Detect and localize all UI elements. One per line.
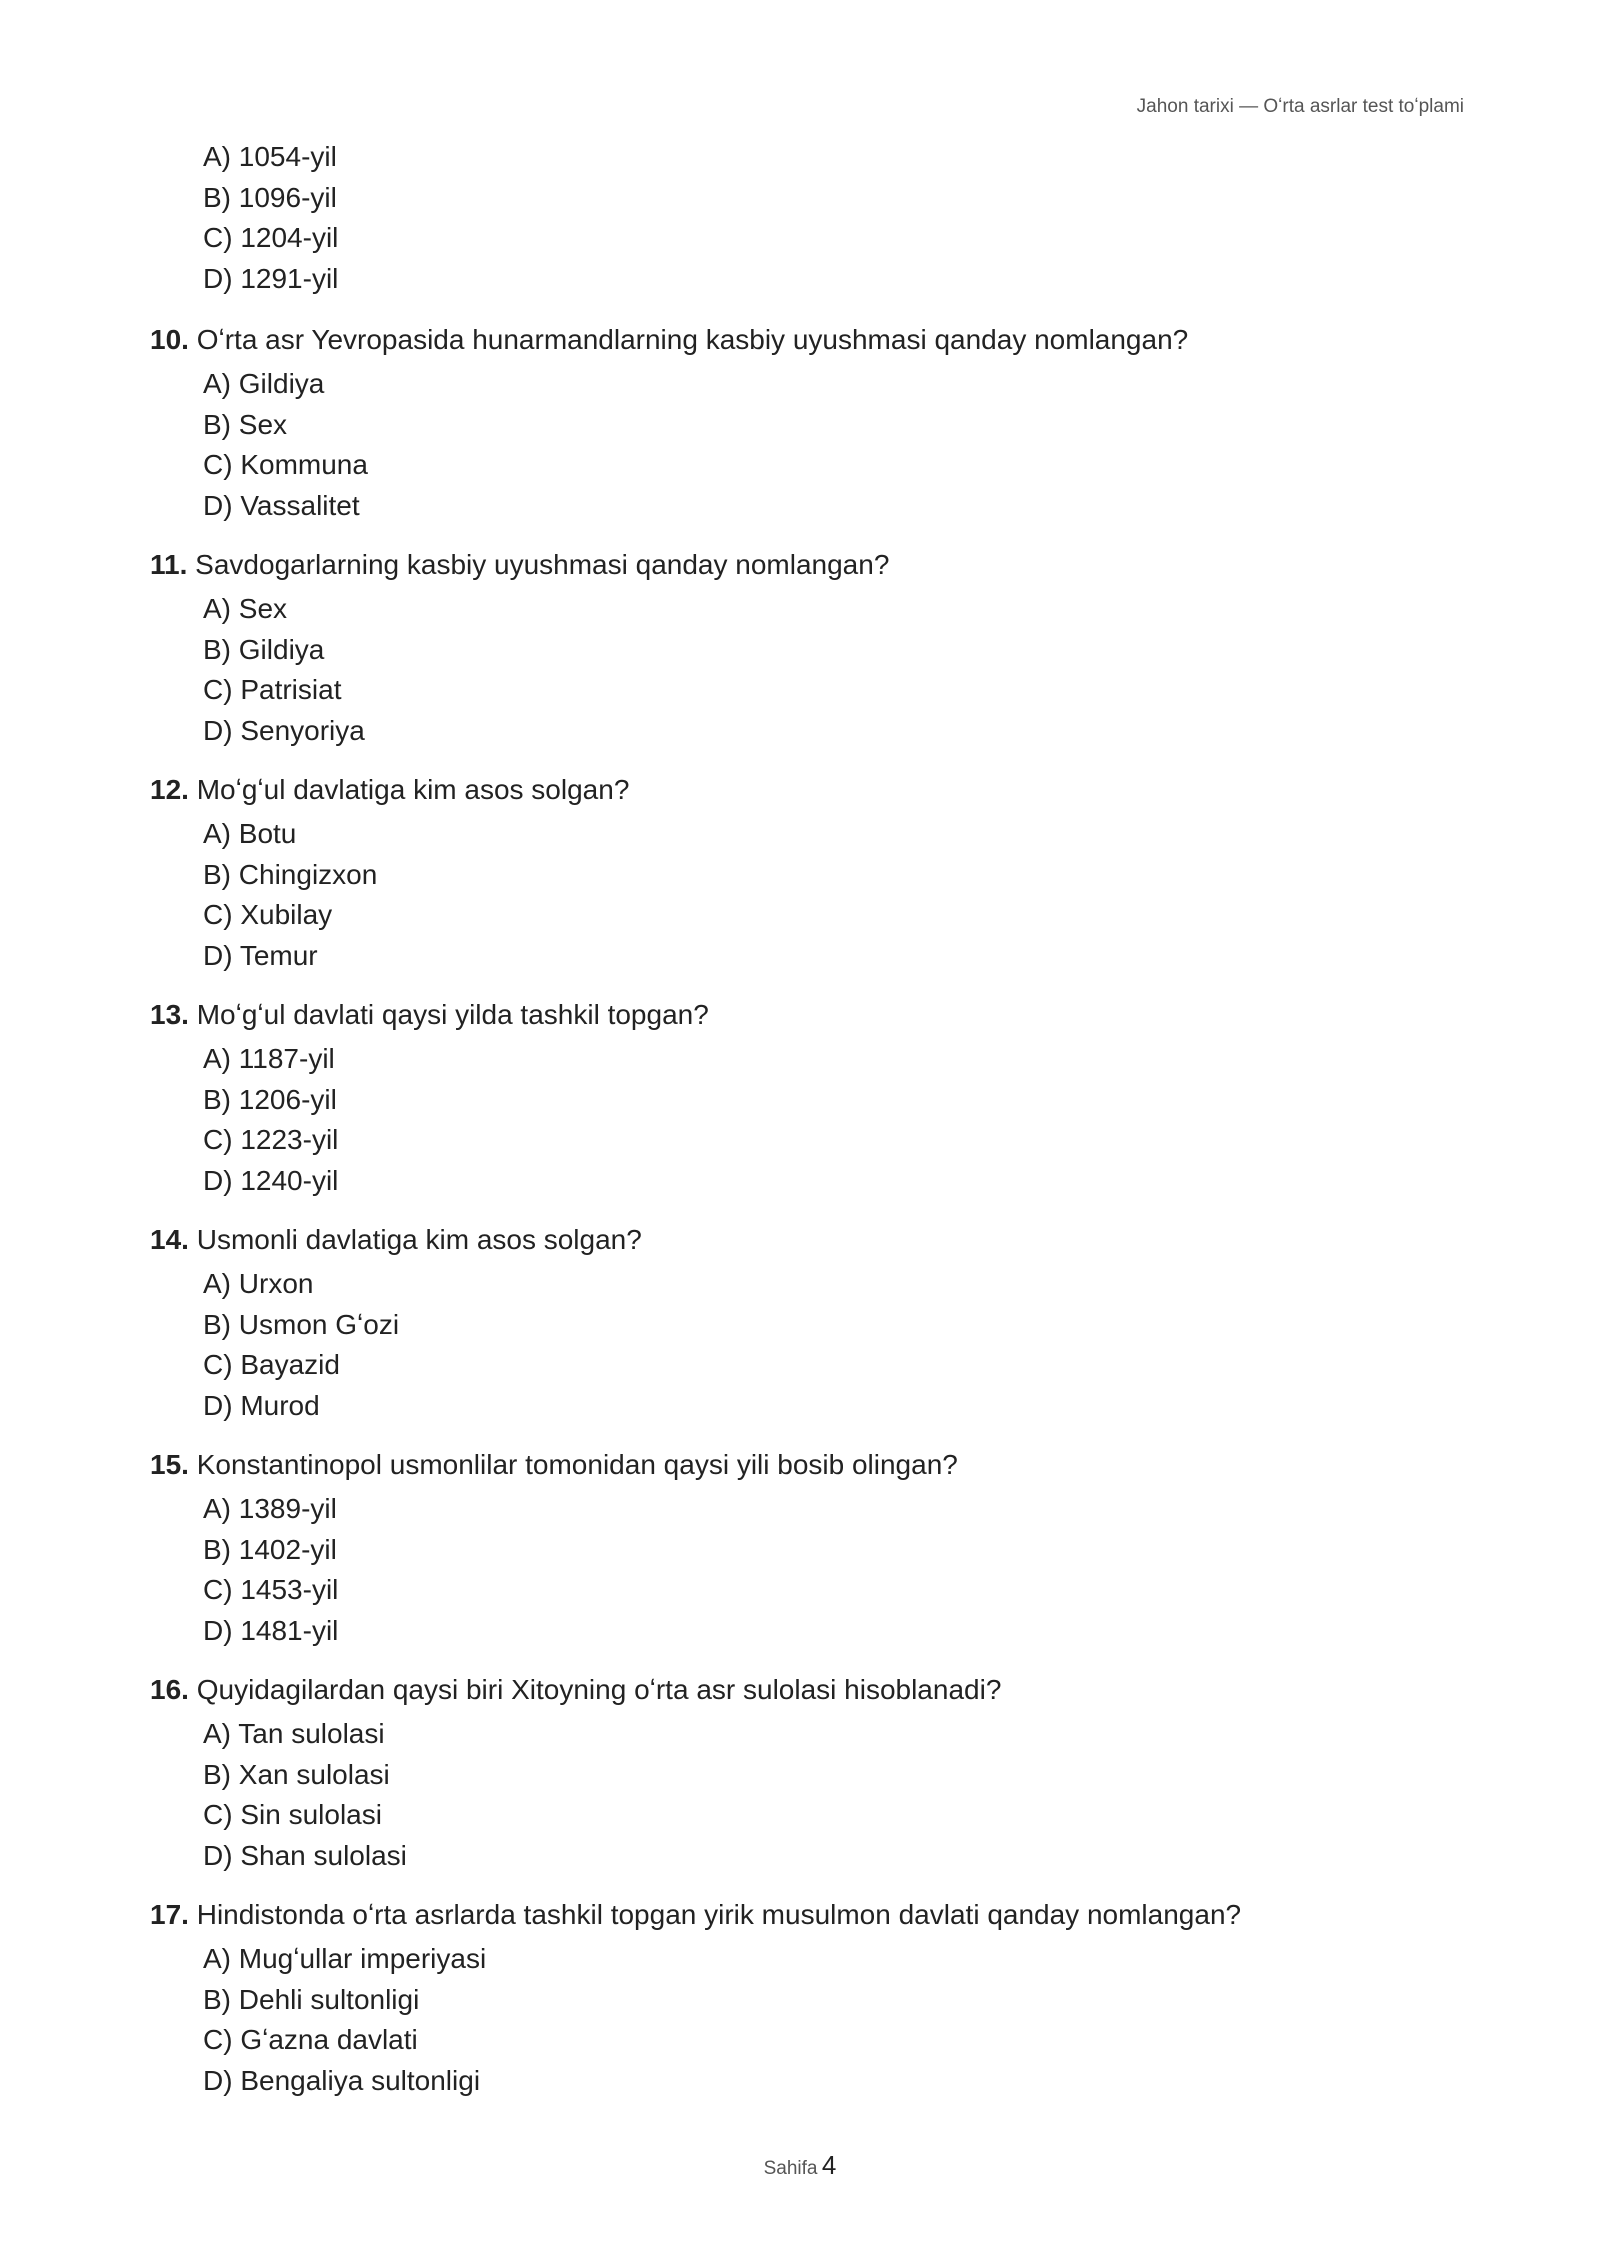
question-prompt: Moʻgʻul davlatiga kim asos solgan? — [196, 774, 630, 805]
question-number: 17. — [150, 1899, 189, 1930]
answer-option-c: C) Patrisiat — [203, 674, 342, 705]
answer-option-b: B) 1206-yil — [203, 1083, 337, 1115]
answer-option-b: B) 1096-yil — [203, 181, 337, 213]
answer-option-b: B) 1402-yil — [203, 1533, 337, 1565]
question-prompt: Savdogarlarning kasbiy uyushmasi qanday nomlangan? — [195, 549, 890, 580]
answer-option-b: B) Usmon Gʻozi — [203, 1308, 400, 1340]
question-number: 15. — [150, 1449, 189, 1480]
question-text — [150, 1447, 1450, 1483]
answer-option-b: B) Gildiya — [203, 633, 325, 665]
question-17 — [150, 1897, 1450, 2101]
answer-option-c: C) Sin sulolasi — [203, 1799, 382, 1830]
answer-option-d: D) Temur — [203, 939, 318, 971]
question-prompt: Oʻrta asr Yevropasida hunarmandlarning kasbiy uyushmasi qanday nomlangan? — [196, 324, 1189, 355]
answer-option-c: C) Bayazid — [203, 1349, 340, 1380]
question-number: 12. — [150, 774, 189, 805]
answer-option-d: D) Shan sulolasi — [203, 1839, 407, 1871]
answer-option-a: A) Botu — [203, 818, 297, 849]
answer-option-c: C) Xubilay — [203, 899, 333, 930]
question-prompt: Konstantinopol usmonlilar tomonidan qaysi yili bosib olingan? — [196, 1449, 958, 1480]
question-text — [150, 1672, 1450, 1708]
question-number: 14. — [150, 1224, 189, 1255]
running-header-title: Jahon tarixi — Oʻrta asrlar test toʻplami — [1136, 96, 1464, 117]
answer-option-d: D) 1291-yil — [203, 262, 339, 294]
answer-option-a: A) Mugʻullar imperiyasi — [203, 1943, 487, 1974]
question-16 — [150, 1672, 1450, 1876]
answer-option-c: C) 1453-yil — [203, 1574, 339, 1605]
answer-options — [150, 1039, 1450, 1201]
question-prompt: Quyidagilardan qaysi biri Xitoyning oʻrta asr sulolasi hisoblanadi? — [196, 1674, 1002, 1705]
answer-options — [150, 814, 1450, 976]
question-15 — [150, 1447, 1450, 1651]
answer-options — [150, 1939, 1450, 2101]
answer-option-b: B) Sex — [203, 408, 288, 440]
question-14 — [150, 1222, 1450, 1426]
answer-option-c: C) 1204-yil — [203, 222, 339, 253]
answer-options — [150, 1264, 1450, 1426]
answer-option-a: A) 1187-yil — [203, 1043, 335, 1074]
question-text — [150, 997, 1450, 1033]
answer-options — [150, 1489, 1450, 1651]
question-text — [150, 772, 1450, 808]
answer-option-a: A) Sex — [203, 593, 288, 624]
question-number: 16. — [150, 1674, 189, 1705]
answer-option-b: B) Xan sulolasi — [203, 1758, 390, 1790]
answer-option-c: C) Gʻazna davlati — [203, 2024, 418, 2055]
answer-option-a: A) Tan sulolasi — [203, 1718, 385, 1749]
answer-option-d: D) Senyoriya — [203, 714, 365, 746]
continued-question-options — [150, 137, 1450, 299]
question-12 — [150, 772, 1450, 976]
question-text — [150, 1222, 1450, 1258]
question-prompt: Usmonli davlatiga kim asos solgan? — [196, 1224, 642, 1255]
answer-option-d: D) 1240-yil — [203, 1164, 339, 1196]
answer-option-c: C) Kommuna — [203, 449, 368, 480]
question-text — [150, 547, 1450, 583]
answer-option-d: D) Vassalitet — [203, 489, 360, 521]
question-number: 13. — [150, 999, 189, 1030]
test-content — [150, 137, 1450, 2122]
answer-option-d: D) Murod — [203, 1389, 320, 1421]
answer-options — [150, 137, 1450, 299]
answer-option-a: A) 1054-yil — [203, 141, 337, 172]
answer-option-d: D) Bengaliya sultonligi — [203, 2064, 481, 2096]
question-number: 10. — [150, 324, 189, 355]
answer-option-b: B) Chingizxon — [203, 858, 378, 890]
answer-option-a: A) Gildiya — [203, 368, 325, 399]
question-10 — [150, 322, 1450, 526]
page-number: 4 — [821, 2150, 837, 2180]
page-footer — [0, 2150, 1600, 2181]
answer-options — [150, 364, 1450, 526]
answer-options — [150, 589, 1450, 751]
answer-option-a: A) 1389-yil — [203, 1493, 337, 1524]
question-prompt: Hindistonda oʻrta asrlarda tashkil topgan yirik musulmon davlati qanday nomlangan? — [196, 1899, 1242, 1930]
answer-options — [150, 1714, 1450, 1876]
question-text — [150, 322, 1450, 358]
question-number: 11. — [150, 549, 188, 580]
answer-option-b: B) Dehli sultonligi — [203, 1983, 420, 2015]
question-13 — [150, 997, 1450, 1201]
answer-option-c: C) 1223-yil — [203, 1124, 339, 1155]
question-prompt: Moʻgʻul davlati qaysi yilda tashkil topgan? — [196, 999, 709, 1030]
page-label: Sahifa — [763, 2158, 818, 2179]
question-11 — [150, 547, 1450, 751]
answer-option-a: A) Urxon — [203, 1268, 314, 1299]
answer-option-d: D) 1481-yil — [203, 1614, 339, 1646]
question-text — [150, 1897, 1450, 1933]
